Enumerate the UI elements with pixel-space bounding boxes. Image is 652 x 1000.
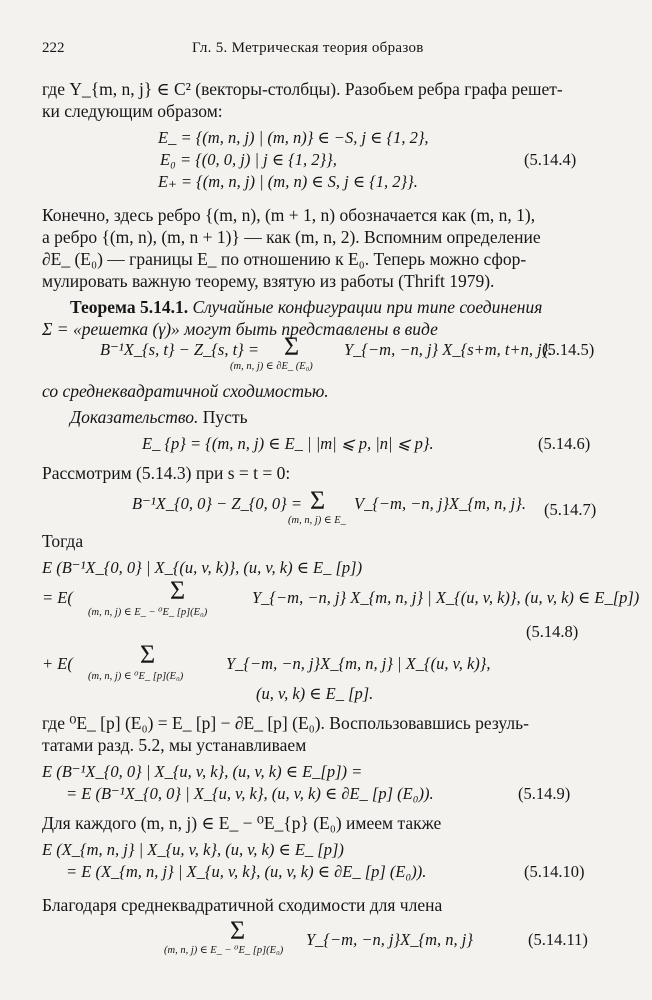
equation-5-14-8-line-2-end: Y_{−m, −n, j} X_{m, n, j} | X_{(u, v, k)}, (u, v, k) ∈ E_[p]) [252, 588, 640, 607]
equation-5-14-6: E_ {p} = {(m, n, j) ∈ E_ | |m| ⩽ p, |n| ⩽ p}. [142, 434, 434, 453]
sum-sign: Σ [310, 486, 326, 515]
text-line: Тогда [42, 531, 84, 551]
equation-number: (5.14.10) [524, 862, 585, 881]
equation-5-14-8-line-4: (u, v, k) ∈ E_ [p]. [256, 684, 374, 703]
theorem-text: Случайные конфигурации при типе соединения [188, 297, 543, 317]
equation-number: (5.14.5) [542, 340, 595, 359]
sum-sign: Σ [170, 576, 186, 605]
page-header [42, 40, 612, 62]
sum-subscript: (m, n, j) ∈ E_ − ⁰E_ [p](E₀) [88, 607, 208, 618]
running-head: Гл. 5. Метрическая теория образов [192, 40, 424, 56]
text-line: ки следующим образом: [42, 101, 223, 121]
sum-subscript: (m, n, j) ∈ ⁰E_ [p](E₀) [88, 671, 184, 682]
theorem-line: Σ = «решетка (γ)» могут быть представлены в виде [42, 319, 438, 339]
text-line: Благодаря среднеквадратичной сходимости для члена [42, 895, 443, 915]
sum-subscript: (m, n, j) ∈ ∂E_ (E₀) [230, 361, 313, 372]
sum-subscript: (m, n, j) ∈ E_ [288, 515, 346, 526]
equation-5-14-8-line-1: E (B⁻¹X_{0, 0} | X_{(u, v, k)}, (u, v, k) ∈ E_ [p]) [42, 558, 363, 577]
text-line: Для каждого (m, n, j) ∈ E_ − ⁰E_{p} (E₀) имеем также [42, 813, 442, 833]
equation-5-14-4-line-1: E_ = {(m, n, j) | (m, n)} ∈ −S, j ∈ {1, 2}, [158, 128, 429, 147]
equation-5-14-5-lhs: B⁻¹X_{s, t} − Z_{s, t} = [100, 340, 260, 359]
text-line: где ⁰E_ [p] (E₀) = E_ [p] − ∂E_ [p] (E₀). Воспользовавшись резуль- [42, 713, 529, 733]
equation-5-14-10-line-2: = E (X_{m, n, j} | X_{u, v, k}, (u, v, k) ∈ ∂E_ [p] (E₀)). [66, 862, 427, 881]
equation-5-14-8-line-3-start: + E( [42, 654, 73, 673]
text-line: Конечно, здесь ребро {(m, n), (m + 1, n) обозначается как (m, n, 1), [42, 205, 536, 225]
equation-number: (5.14.8) [526, 622, 579, 641]
equation-5-14-10-line-1: E (X_{m, n, j} | X_{u, v, k}, (u, v, k) ∈ E_ [p]) [42, 840, 344, 859]
theorem-label: Теорема 5.14.1. [70, 297, 189, 317]
equation-5-14-11-term: Y_{−m, −n, j}X_{m, n, j} [306, 930, 473, 949]
proof-text: Пусть [198, 407, 248, 427]
equation-number: (5.14.4) [524, 150, 577, 169]
text-line: Рассмотрим (5.14.3) при s = t = 0: [42, 463, 291, 483]
equation-5-14-9-line-1: E (B⁻¹X_{0, 0} | X_{u, v, k}, (u, v, k) ∈ E_[p]) = [42, 762, 363, 781]
equation-5-14-8-line-2-start: = E( [42, 588, 73, 607]
equation-5-14-8-line-3-end: Y_{−m, −n, j}X_{m, n, j} | X_{(u, v, k)}, [226, 654, 491, 673]
equation-number: (5.14.11) [528, 930, 588, 949]
text-line: где Y_{m, n, j} ∈ C² (векторы-столбцы). Разобьем ребра графа решет- [42, 79, 563, 99]
sum-sign: Σ [140, 640, 156, 669]
sum-sign: Σ [230, 916, 246, 945]
equation-number: (5.14.9) [518, 784, 571, 803]
sum-sign: Σ [284, 332, 300, 361]
equation-5-14-5-rhs: Y_{−m, −n, j} X_{s+m, t+n, j}. [344, 340, 553, 359]
equation-number: (5.14.7) [544, 500, 597, 519]
sum-subscript: (m, n, j) ∈ E_ − ⁰E_ [p](E₀) [164, 945, 284, 956]
equation-5-14-7-rhs: V_{−m, −n, j}X_{m, n, j}. [354, 494, 526, 513]
equation-number: (5.14.6) [538, 434, 591, 453]
theorem-line [70, 296, 542, 318]
equation-5-14-7-lhs: B⁻¹X_{0, 0} − Z_{0, 0} = [132, 494, 303, 513]
theorem-line: со среднеквадратичной сходимостью. [42, 381, 329, 401]
text-line: мулировать важную теорему, взятую из работы (Thrift 1979). [42, 271, 495, 291]
equation-5-14-4-line-2: E₀ = {(0, 0, j) | j ∈ {1, 2}}, [160, 150, 337, 169]
proof-label: Доказательство. [70, 407, 199, 427]
text-line: а ребро {(m, n), (m, n + 1)} — как (m, n, 2). Вспомним определение [42, 227, 541, 247]
text-line: татами разд. 5.2, мы устанавливаем [42, 735, 307, 755]
proof-line [70, 406, 248, 428]
equation-5-14-9-line-2: = E (B⁻¹X_{0, 0} | X_{u, v, k}, (u, v, k) ∈ ∂E_ [p] (E₀)). [66, 784, 434, 803]
text-line: ∂E_ (E₀) — границы E_ по отношению к E₀. Теперь можно сфор- [42, 249, 527, 269]
equation-5-14-4-line-3: E₊ = {(m, n, j) | (m, n) ∈ S, j ∈ {1, 2}}. [158, 172, 418, 191]
page-number: 222 [42, 40, 65, 56]
